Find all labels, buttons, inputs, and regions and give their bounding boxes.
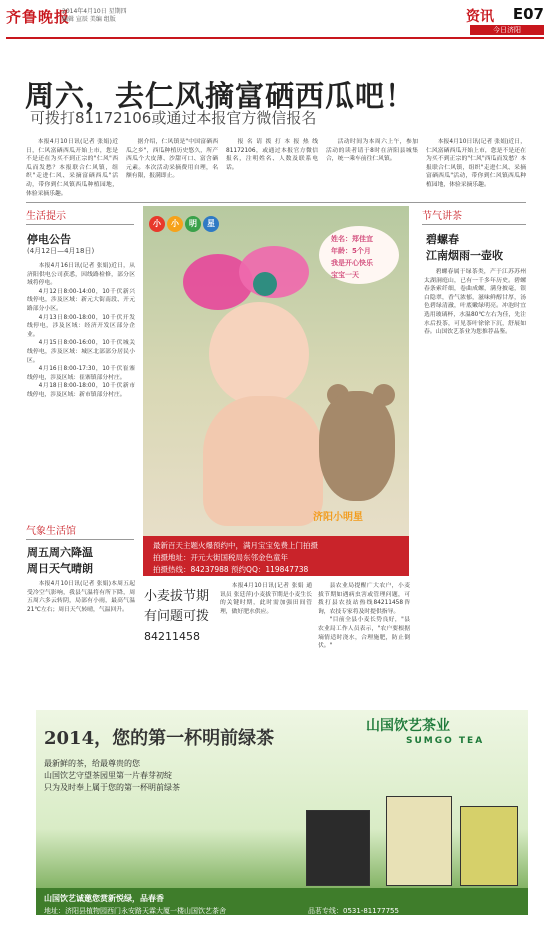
notice-rule [26, 224, 134, 225]
wheat-paragraph: "目前全县小麦长势良好，"县农业局工作人员表示，"农户要根据墒情适时浇水，合理施肥，防止倒伏。" [318, 617, 410, 650]
lead-paragraph: 活动时间为本周六上午，参加活动的读者请于8时在济阳县城集合，统一乘车前往仁风镇。 [326, 139, 418, 163]
tea-title-2: 江南烟雨一壶收 [426, 249, 503, 262]
headband-jewel [253, 272, 277, 296]
issue-meta [62, 8, 127, 24]
lead-column-4 [326, 138, 418, 200]
newspaper-logo: 齐鲁晚报 [6, 8, 71, 26]
weather-title-2: 周日天气晴朗 [27, 562, 93, 575]
hotline-line-2: 有问题可拨 [144, 609, 210, 624]
tea-title-1: 碧螺春 [426, 233, 459, 246]
badge: 明 [185, 216, 201, 232]
lead-paragraph: 据介绍，仁风镇是"中国富硒西瓜之乡"，西瓜种植历史悠久，所产西瓜个大皮薄、沙甜可口、富含硒元素。本次活动采摘费用自理，名额有限，报满即止。 [126, 139, 218, 180]
lead-column-3 [226, 138, 318, 200]
masthead [0, 0, 550, 40]
tea-package [386, 796, 452, 886]
notice-paragraph: 4月16日8:00-17:30，10千伏崔寨线停电，涉及区域：崔寨镇部分村庄。 [27, 366, 135, 381]
notice-paragraph: 4月18日8:00-18:00，10千伏新市线停电，涉及区域：新市镇部分村庄。 [27, 383, 135, 398]
notice-paragraph: 4月13日8:00-18:00，10千伏开发线停电，涉及区域：经济开发区部分企业。 [27, 314, 135, 338]
ad-line-1: 最新鲜的茶，给最尊贵的您 [44, 759, 140, 768]
tea-package [460, 806, 518, 886]
ad-footer-slogan: 山国饮艺诚邀您赏新悦绿，品春香 [44, 894, 164, 903]
baby-body [203, 396, 323, 526]
studio-logo: 济阳小明星 [313, 512, 363, 523]
hotline-line-1: 小麦拔节期 [144, 589, 210, 604]
wheat-paragraph: 本报4月10日讯(记者 张娟 通讯员 张廷萍)小麦拔节期是小麦生长的关键时期，此时需加强田间管理，做好肥水供应。 [220, 583, 312, 615]
title-badges [149, 216, 219, 232]
notice-paragraph: 4月15日8:00-16:00，10千伏城关线停电，涉及区域：城区北部部分居民小区。 [27, 340, 135, 364]
tea-advertisement [36, 710, 528, 915]
notice-period: (4月12日—4月18日) [27, 247, 95, 255]
baby-face [209, 302, 309, 406]
section-label: 资讯 [466, 9, 494, 25]
notice-label: 生活提示 [26, 211, 66, 222]
tea-paragraph: 碧螺春属于绿茶类，产于江苏苏州太湖洞庭山，已有一千多年历史。碧螺春条索纤细，卷曲成螺，满身披毫，银白隐翠，香气浓郁，滋味鲜醇甘厚，汤色碧绿清澈，叶底嫩绿明亮。冲泡时宜选用玻璃杯，水温80℃左右为佳，先注水后投茶，可见茶叶徐徐下沉，舒展如春。山国饮艺茶业为您推荐品鉴。 [424, 269, 526, 336]
lead-column-1 [26, 138, 118, 200]
weather-label: 气象生活馆 [26, 526, 76, 537]
lead-paragraph: 报名请拨打本报热线81172106，或通过本报官方微信报名，注明姓名、人数及联系电话。 [226, 139, 318, 171]
weather-paragraph: 本报4月10日讯(记者 张娟)本周五起受冷空气影响，我县气温将有所下降，周五周六多云转阴，局部有小雨，最高气温21℃左右；周日天气转晴，气温回升。 [27, 581, 135, 613]
masthead-rule [6, 37, 544, 39]
lead-column-2 [126, 138, 218, 200]
baby-photo-ad [143, 206, 409, 576]
caption-name: 姓名：郑佳宜 [331, 235, 373, 243]
brand-logo-en: SUMGO TEA [406, 736, 485, 746]
notice-paragraph: 本报4月16日讯(记者 张娟)近日，从济阳供电公司获悉，因线路检修，部分区域将停电。 [27, 263, 135, 287]
wheat-column-2 [318, 582, 410, 694]
lead-column-5 [426, 138, 526, 200]
weather-title-1: 周五周六降温 [27, 546, 93, 559]
editor-line: 编辑 宣辰 美编 组版 [62, 16, 116, 23]
section-divider [26, 202, 526, 203]
badge: 小 [167, 216, 183, 232]
ad-line-3: 只为及时奉上属于您的第一杯明前绿茶 [44, 783, 180, 792]
weather-rule [26, 539, 134, 540]
headline: 周六，去仁风摘富硒西瓜吧！ [25, 79, 416, 113]
tea-body [424, 268, 526, 692]
brand-logo: 山国饮艺茶业 [366, 718, 450, 734]
subsection-label: 今日济阳 [470, 25, 544, 35]
caption-note: 我是开心快乐 [331, 259, 373, 267]
wheat-column-1 [220, 582, 312, 694]
caption-age: 年龄：5个月 [331, 247, 371, 255]
teddy-bear [319, 391, 395, 501]
ad-headline: 2014，您的第一杯明前绿茶 [44, 728, 275, 749]
wheat-paragraph: 县农业局提醒广大农户，小麦拔节期如遇病虫害或管理问题，可拨打县农技站热线84211458咨询，农技专家将及时提供指导。 [318, 583, 410, 615]
ad-line-2: 山国饮艺守望茶园里第一片春芽初绽 [44, 771, 172, 780]
badge: 小 [149, 216, 165, 232]
weather-body [27, 580, 135, 692]
lead-paragraph: 本报4月10日讯(记者 张娟)近日，仁风富硒西瓜开始上市，您是不是还在为买不到正宗的"仁风"西瓜而发愁？本报联合仁风镇，组织"走进仁风、采摘富硒西瓜"活动，带你到仁风镇西瓜种植园地，体验采摘乐趣。 [426, 139, 526, 188]
tea-rule [422, 224, 526, 225]
subheadline: 可拨打81172106或通过本报官方微信报名 [30, 109, 317, 127]
strip-promo: 最新百天主题火爆预约中，满月宝宝免费上门拍摄 [153, 541, 318, 550]
notice-title: 停电公告 [27, 233, 71, 246]
page-number: E07 [512, 5, 544, 23]
tea-package [306, 810, 370, 886]
date-line: 2014年4月10日 星期四 [62, 8, 127, 15]
lead-paragraph: 本报4月10日讯(记者 张娟)近日，仁风富硒西瓜开始上市，您是不是还在为买不到正宗的"仁风"西瓜而发愁？本报联合仁风镇，组织"走进仁风、采摘富硒西瓜"活动，带你到仁风镇西瓜种植园地，体验采摘乐趣。 [26, 139, 118, 197]
tea-column-label: 节气讲茶 [422, 211, 462, 222]
notice-body [27, 262, 135, 514]
strip-hotline: 拍摄热线：84237988 预约QQ：119847738 [153, 565, 309, 574]
badge: 星 [203, 216, 219, 232]
hotline-number: 84211458 [144, 630, 200, 643]
strip-address: 拍摄地址：开元大街国税局东邻金色童年 [153, 553, 288, 562]
caption-note-2: 宝宝一天 [331, 271, 359, 279]
ad-footer-phone: 品茗专线：0531-81177755 [308, 907, 399, 915]
notice-paragraph: 4月12日8:00-14:00，10千伏新兴线停电，涉及区域：新元大街南段、开元路部分小区。 [27, 288, 135, 312]
ad-footer-address: 地址：济阳县植物园西门永安路天霖大厦一楼山国饮艺茶舍 [44, 907, 226, 915]
